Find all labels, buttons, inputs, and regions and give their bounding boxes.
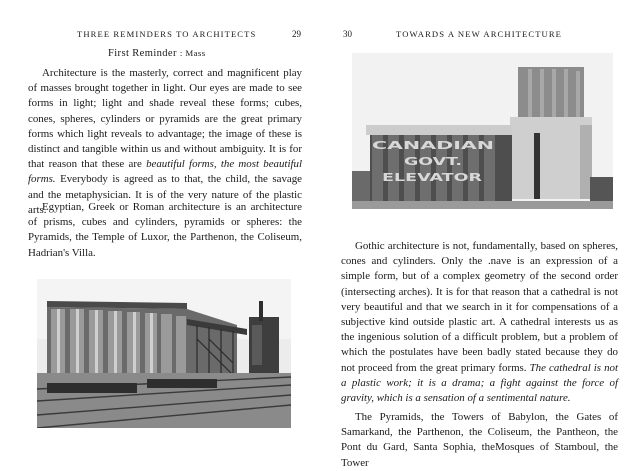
page-number: 29 [292, 29, 301, 39]
sign-line-3: ELEVATOR [382, 172, 482, 184]
paragraph-text: Everybody is agreed as to that, the child, the savage and the metaphysician. It is of the very nature of the plastic arts. [28, 173, 302, 216]
grain-elevator-photo [352, 53, 613, 209]
running-head: TOWARDS A NEW ARCHITECTURE [396, 29, 563, 39]
paragraph-text: The Pyramids, the Towers of Babylon, the Gates of Samarkand, the Parthenon, the Coliseum, the Pantheon, the Pont du Gard, Santa Sophia, theMosques of Stamboul, the Tower [341, 411, 618, 469]
sign-line-1: CANADIAN [372, 140, 494, 152]
paragraph-italic: The cathedral is not a plastic work; it is a drama; a fight against the force of gravity, which is a sensation of a sentimental nature. [341, 361, 618, 405]
right-page [320, 0, 640, 469]
section-heading-main: First Reminder [108, 48, 177, 59]
body-paragraph [341, 410, 618, 471]
body-paragraph [28, 200, 302, 261]
sign-line-2: GOVT. [404, 156, 462, 168]
page-number: 30 [343, 29, 352, 39]
grain-silo-photo [37, 279, 291, 428]
left-page [0, 0, 320, 443]
running-head: THREE REMINDERS TO ARCHITECTS [77, 29, 257, 39]
section-heading-sub: : Mass [179, 48, 206, 58]
paragraph-italic: beautiful forms, the most beautiful forms. [28, 158, 302, 186]
section-heading [108, 48, 206, 59]
grain-silo-illustration [37, 279, 291, 428]
body-paragraph [28, 66, 302, 218]
paragraph-text: Architecture is the masterly, correct and magnificent play of masses brought together in light. Our eyes are made to see forms in light; light and shade reveal these forms; cubes, cones, spheres, cylinders or pyramids are the great primary forms which light reveals to advantage; the image of these is distinct and tangible within us and without ambiguity. It is for that reason that these are [28, 67, 302, 171]
paragraph-text: Gothic architecture is not, fundamentally, based on spheres, cones and cylinders. Only the .nave is an expression of a simple form, but of a complex geometry of the second order (intersecting arches). It is for that reason that a cathedral is not very beautiful and that we search in it for compensations of a subjective kind outside plastic art. A cathedral interests us as the ingenious solution of a difficult problem, but a problem of which the postulates have been badly stated because they do not proceed from the great primary forms. [341, 240, 618, 374]
body-paragraph [341, 239, 618, 406]
paragraph-text: Egyptian, Greek or Roman architecture is an architecture of prisms, cubes and cylinders, pyramids or spheres: the Pyramids, the Temple of Luxor, the Parthenon, the Coliseum, Hadrian's Villa. [28, 201, 302, 259]
grain-elevator-illustration [352, 53, 613, 209]
